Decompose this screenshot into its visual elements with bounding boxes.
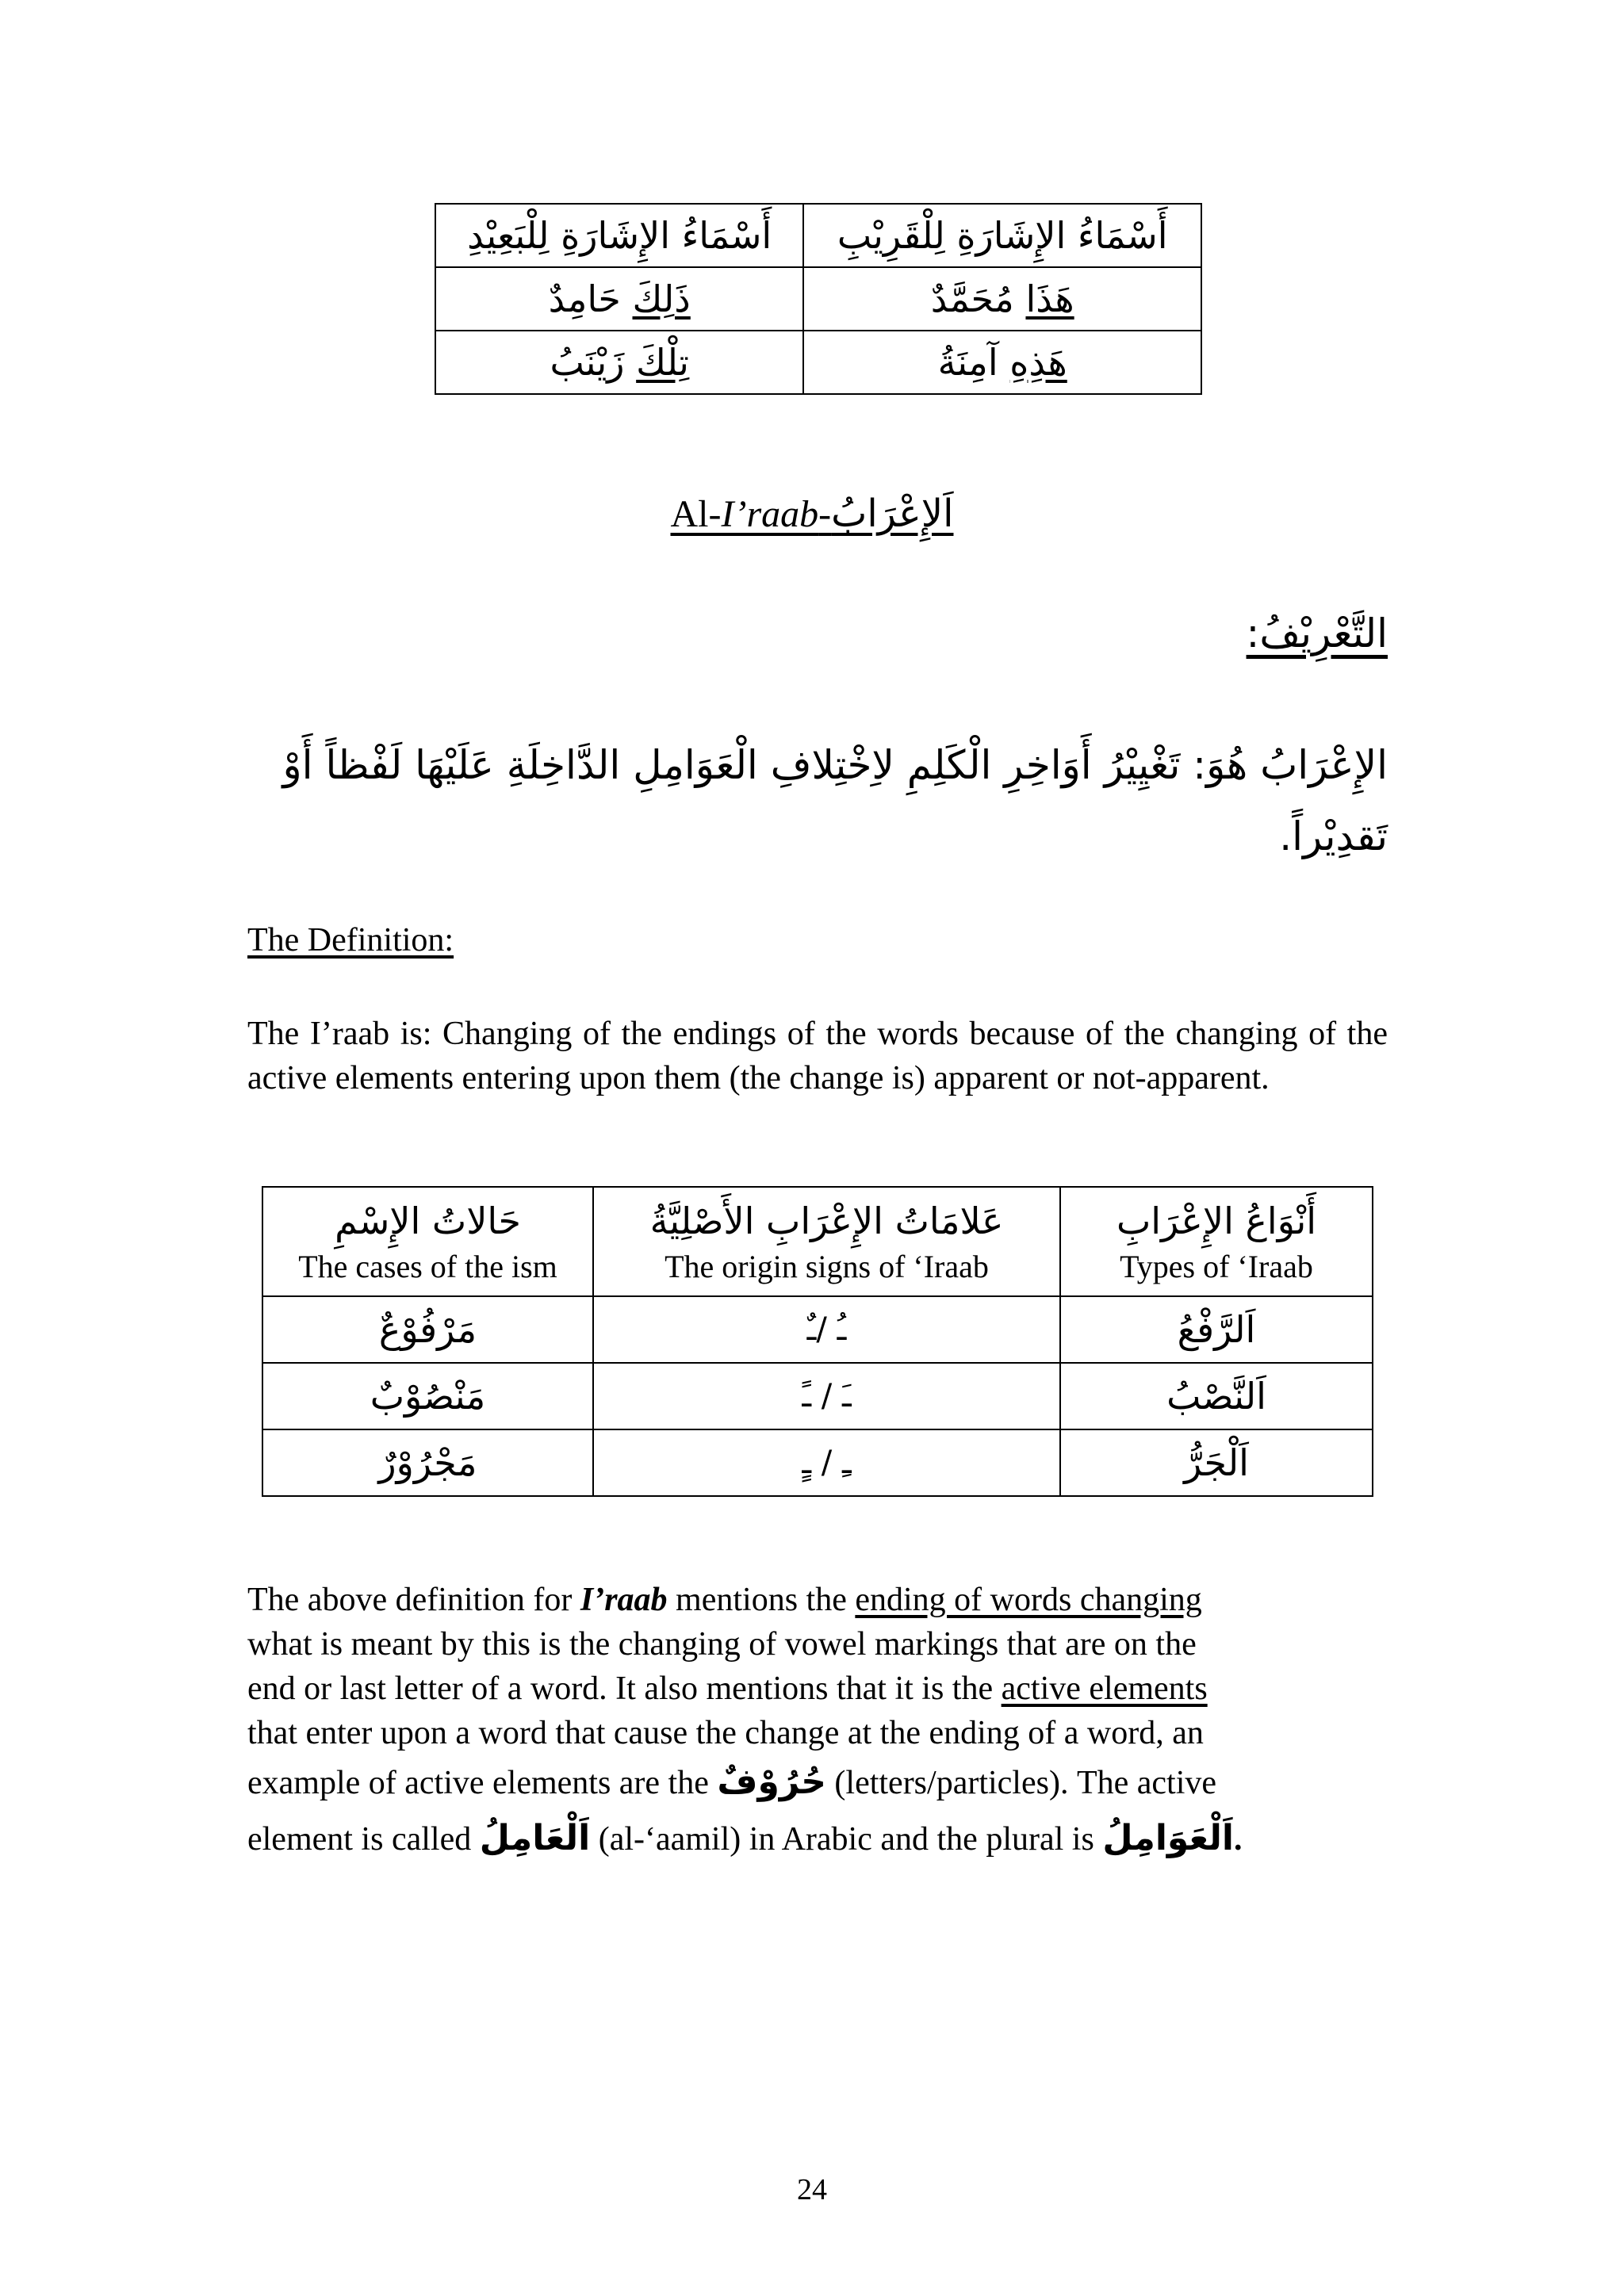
table-header-row — [262, 1187, 1373, 1296]
explanation-line-5 — [247, 1760, 1388, 1805]
header-signs-arabic: عَلامَاتُ الإِعْرَابِ الأَصْلِيَّةُ — [649, 1200, 1004, 1242]
signs-cell: ـُ /ـٌ — [593, 1296, 1060, 1363]
near-noun: مُحَمَّدٌ — [930, 277, 1014, 320]
table-row — [435, 267, 1201, 331]
far-pronoun: ذَلِكَ — [632, 277, 691, 320]
text-run: element is called — [247, 1821, 480, 1858]
definition-heading: The Definition: — [247, 922, 454, 959]
arabic-term-aamil: اَلْعَامِلُ — [479, 1818, 591, 1858]
text-run: example of active elements are the — [247, 1765, 718, 1801]
near-cell — [803, 331, 1201, 394]
far-noun: زَيْنَبُ — [550, 341, 625, 384]
far-pronoun: تِلْكَ — [636, 341, 689, 384]
signs-cell: ـَ / ـً — [593, 1363, 1060, 1429]
definition-text: The I’raab is: Changing of the endings of the words because of the changing of the active elements entering upon them (the change is) apparent or not-apparent. — [247, 1016, 1388, 1096]
arabic-definition-heading: التَّعْرِيْفُ: — [1246, 610, 1388, 656]
header-types-arabic: أَنْوَاعُ الإِعْرَابِ — [1116, 1200, 1317, 1242]
explanation-paragraph — [247, 1578, 1388, 1862]
arabic-term-huruf: حُرُوْفٌ — [717, 1762, 826, 1802]
title-prefix: Al- — [670, 493, 722, 535]
table-row — [262, 1363, 1373, 1429]
term-iraab: I’raab — [580, 1582, 668, 1618]
header-signs-english: The origin signs of ‘Iraab — [665, 1249, 989, 1284]
case-cell: مَجْرُوْرٌ — [262, 1429, 593, 1496]
table-row — [262, 1296, 1373, 1363]
far-noun: حَامِدٌ — [548, 277, 621, 320]
iraab-signs-table — [262, 1186, 1373, 1497]
type-cell: اَلرَّفْعُ — [1060, 1296, 1373, 1363]
signs-cell: ـِ / ـٍ — [593, 1429, 1060, 1496]
underlined-phrase: active elements — [1001, 1670, 1208, 1707]
header-types-english: Types of ‘Iraab — [1120, 1249, 1313, 1284]
title-separator: - — [818, 493, 832, 535]
header-cases-english: The cases of the ism — [298, 1249, 557, 1284]
text-run: (letters/particles). The active — [825, 1765, 1217, 1801]
near-noun: آمِنَةُ — [937, 341, 998, 384]
near-pronoun: هَذِهِ — [1009, 341, 1067, 384]
section-title — [0, 492, 1624, 536]
arabic-definition-text: الإِعْرَابُ هُوَ: تَغْيِيْرُ أَوَاخِرِ الْكَلِمِ لاِخْتِلافِ الْعَوَامِلِ الدَّاخِلَةِ عَلَيْهَا لَفْظاً أَوْ تَقدِيْراً. — [282, 742, 1388, 859]
section-title-text — [671, 493, 954, 535]
table-row — [262, 1429, 1373, 1496]
explanation-line-4: that enter upon a word that cause the change at the ending of a word, an — [247, 1715, 1204, 1751]
far-cell — [435, 267, 803, 331]
header-cases-arabic: حَالاتُ الإِسْمِ — [335, 1200, 521, 1242]
header-far: أَسْمَاءُ الإِشَارَةِ لِلْبَعِيْدِ — [435, 204, 803, 267]
page-number: 24 — [797, 2173, 827, 2206]
type-cell: اَلنَّصْبُ — [1060, 1363, 1373, 1429]
type-cell: اَلْجَرُّ — [1060, 1429, 1373, 1496]
table-row — [435, 331, 1201, 394]
near-cell — [803, 267, 1201, 331]
title-arabic: اَلإِعْرَابُ — [831, 492, 954, 536]
far-cell — [435, 331, 803, 394]
explanation-line-3 — [247, 1667, 1388, 1711]
header-near: أَسْمَاءُ الإِشَارَةِ لِلْقَرِيْبِ — [803, 204, 1201, 267]
underlined-phrase: ending of words changing — [855, 1582, 1202, 1618]
text-run: end or last letter of a word. It also mentions that it is the — [247, 1670, 1002, 1707]
header-signs — [593, 1187, 1060, 1296]
table-header-row — [435, 204, 1201, 267]
header-cases — [262, 1187, 593, 1296]
header-types — [1060, 1187, 1373, 1296]
near-pronoun: هَذَا — [1025, 277, 1074, 320]
explanation-line-2: what is meant by this is the changing of vowel markings that are on the — [247, 1626, 1197, 1663]
text-run: . — [1233, 1821, 1243, 1858]
demonstratives-table — [435, 203, 1202, 395]
text-run: mentions the — [667, 1582, 856, 1618]
case-cell: مَرْفُوْعٌ — [262, 1296, 593, 1363]
text-run: (al-‘aamil) in Arabic and the plural is — [590, 1821, 1103, 1858]
explanation-line-1 — [247, 1578, 1388, 1622]
text-run: The above definition for — [247, 1582, 580, 1618]
title-italic: I’raab — [721, 493, 819, 535]
case-cell: مَنْصُوْبٌ — [262, 1363, 593, 1429]
arabic-term-awaamil: اَلْعَوَامِلُ — [1102, 1818, 1234, 1858]
explanation-line-6 — [247, 1816, 1388, 1862]
